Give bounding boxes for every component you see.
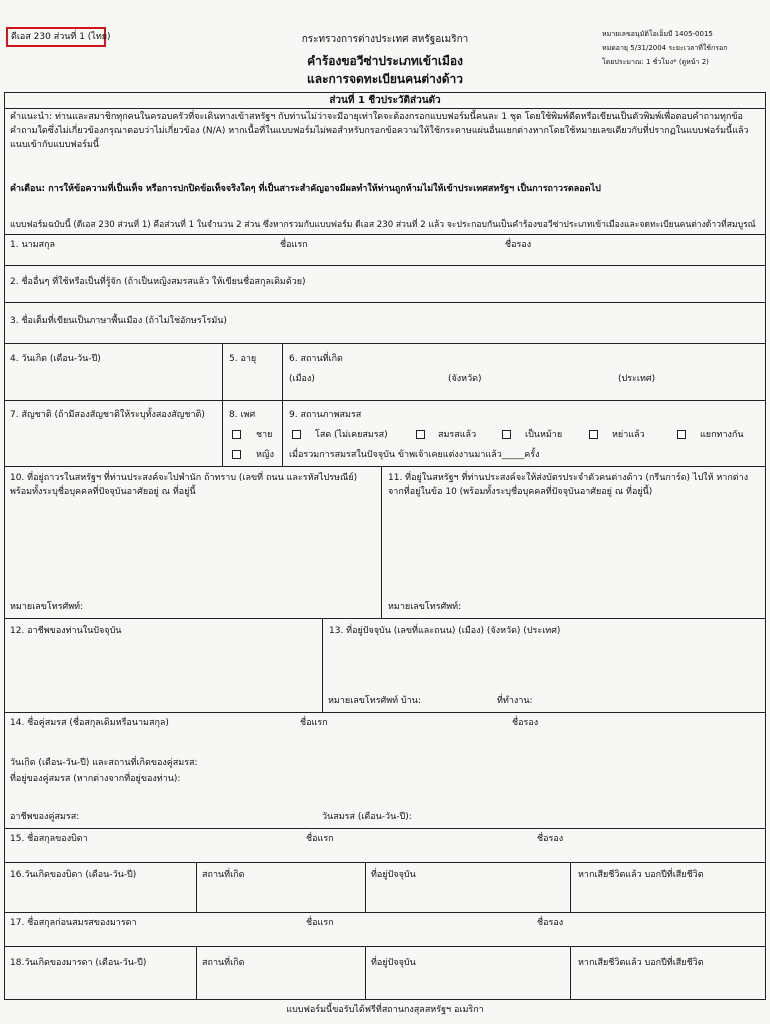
row-line [4,828,766,829]
field-6-city-label: (เมือง) [289,374,315,384]
field-16-deceased-label: หากเสียชีวิตแล้ว บอกปีที่เสียชีวิต [578,870,704,880]
field-17-mother-name-label: 17. ชื่อสกุลก่อนสมรสของมารดา [10,918,137,928]
field-14-middle-name-label: ชื่อรอง [512,718,539,728]
field-15-middle-name-label: ชื่อรอง [537,834,564,844]
male-label: ชาย [256,430,273,440]
field-16-current-address-label: ที่อยู่ปัจจุบัน [371,870,416,880]
warning-text: คำเตือน: การให้ข้อความที่เป็นเท็จ หรือการปกปิดข้อเท็จจริงใดๆ ที่เป็นสาระสำคัญอาจมีผลทำให้ท่านถูกห้ามไม่ให้เข้าประเทศสหรัฐฯ เป็นการถาวรตลอดไป [10,184,601,194]
separated-label: แยกทางกัน [700,430,744,440]
field-18-current-address-label: ที่อยู่ปัจจุบัน [371,958,416,968]
spouse-birth-label: วันเกิด (เดือน-วัน-ปี) และสถานที่เกิดของคู่สมรส: [10,758,198,768]
row-line [4,265,766,266]
row-line [4,234,766,235]
omb-number: หมายเลขอนุมัติโอเอ็มบี 1405-0015 [602,30,713,38]
field-13-work-phone-label: ที่ทำงาน: [497,696,533,706]
omb-expiry: หมดอายุ 5/31/2004 ระยะเวลาที่ใช้กรอก [602,44,728,52]
col-line [570,862,571,912]
field-6-country-label: (ประเทศ) [618,374,656,384]
col-line [196,862,197,912]
field-1-first-name-label: ชื่อแรก [280,240,308,250]
field-2-other-names-label: 2. ชื่ออื่นๆ ที่ใช้หรือเป็นที่รู้จัก (ถ้าเป็นหญิงสมรสแล้ว ให้เขียนชื่อสกุลเดิมด้วย) [10,277,306,287]
divorced-checkbox[interactable] [589,430,598,439]
field-13-current-address-label: 13. ที่อยู่ปัจจุบัน (เลขที่และถนน) (เมือง) (จังหวัด) (ประเทศ) [329,626,561,636]
row-line [4,618,766,619]
ministry-title: กระทรวงการต่างประเทศ สหรัฐอเมริกา [301,34,469,45]
row-line [4,712,766,713]
field-9-marital-status-label: 9. สถานภาพสมรส [289,410,362,420]
divorced-label: หย่าแล้ว [612,430,645,440]
field-18-deceased-label: หากเสียชีวิตแล้ว บอกปีที่เสียชีวิต [578,958,704,968]
widowed-checkbox[interactable] [502,430,511,439]
field-10-us-address-label: 10. ที่อยู่ถาวรในสหรัฐฯ ที่ท่านประสงค์จะไปพำนัก ถ้าทราบ (เลขที่ ถนน และรหัสไปรษณีย์) พร้อมทั้งระบุชื่อบุคคลที่ปัจจุบันอาศัยอยู่ ณ ที่อยู่นี้ [10,473,358,497]
marriage-date-label: วันสมรส (เดือน-วัน-ปี): [322,812,412,822]
section-title: ส่วนที่ 1 ชีวประวัติส่วนตัว [329,95,441,106]
field-14-first-name-label: ชื่อแรก [300,718,328,728]
male-checkbox[interactable] [232,430,241,439]
field-15-father-name-label: 15. ชื่อสกุลของบิดา [10,834,88,844]
field-5-age-label: 5. อายุ [229,354,257,364]
field-14-spouse-name-label: 14. ชื่อคู่สมรส (ชื่อสกุลเดิมหรือนามสกุล) [10,718,169,728]
col-line [322,618,323,712]
field-12-occupation-label: 12. อาชีพของท่านในปัจจุบัน [10,626,122,636]
omb-burden: โดยประมาณ: 1 ชั่วโมง* (ดูหน้า 2) [602,58,709,66]
widowed-label: เป็นหม้าย [525,430,563,440]
field-1-middle-name-label: ชื่อรอง [505,240,532,250]
section-divider [4,108,766,109]
field-4-birth-date-label: 4. วันเกิด (เดือน-วัน-ปี) [10,354,101,364]
row-line [4,862,766,863]
row-line [4,946,766,947]
field-11-green-card-address-label: 11. ที่อยู่ในสหรัฐฯ ที่ท่านประสงค์จะให้ส่งบัตรประจำตัวคนต่างด้าว (กรีนการ์ด) ไปให้ หากต่างจากที่อยู่ในข้อ 10 (พร้อมทั้งระบุชื่อบุคคลที่ปัจจุบันอาศัยอยู่ ณ ที่อยู่นี้) [388,473,749,497]
single-label: โสด (ไม่เคยสมรส) [315,430,388,440]
row-line [4,302,766,303]
form-note-text: แบบฟอร์มฉบับนี้ (ดีเอส 230 ส่วนที่ 1) คือส่วนที่ 1 ในจำนวน 2 ส่วน ซึ่งหากรวมกับแบบฟอร์ม ดีเอส 230 ส่วนที่ 2 แล้ว จะประกอบกันเป็นคำร้องขอวีซ่าประเภทเข้าเมืองและจดทะเบียนคนต่างด้าวที่สมบูรณ์ [10,220,756,230]
field-8-sex-label: 8. เพศ [229,410,256,420]
field-15-first-name-label: ชื่อแรก [306,834,334,844]
col-line [570,946,571,1000]
col-line [282,343,283,466]
field-7-nationality-label: 7. สัญชาติ (ถ้ามีสองสัญชาติให้ระบุทั้งสองสัญชาติ) [10,410,205,420]
single-checkbox[interactable] [292,430,301,439]
form-code-label: ดีเอส 230 ส่วนที่ 1 (ไทย) [6,27,106,47]
row-line [4,343,766,344]
separated-checkbox[interactable] [677,430,686,439]
spouse-address-label: ที่อยู่ของคู่สมรส (หากต่างจากที่อยู่ของท่าน): [10,774,181,784]
field-10-phone-label: หมายเลขโทรศัพท์: [10,602,84,612]
field-16-father-birth-label: 16.วันเกิดของบิดา (เดือน-วัน-ปี) [10,870,137,880]
row-line [4,466,766,467]
married-checkbox[interactable] [416,430,425,439]
field-6-province-label: (จังหวัด) [448,374,482,384]
spouse-occupation-label: อาชีพของคู่สมรส: [10,812,80,822]
field-17-middle-name-label: ชื่อรอง [537,918,564,928]
form-title-line1: คำร้องขอวีซ่าประเภทเข้าเมือง [307,54,463,68]
row-line [4,912,766,913]
footer-text: แบบฟอร์มนี้ขอรับได้ฟรีที่สถานกงสุลสหรัฐฯ อเมริกา [286,1005,484,1015]
col-line [196,946,197,1000]
col-line [365,862,366,912]
field-3-native-name-label: 3. ชื่อเต็มที่เขียนเป็นภาษาพื้นเมือง (ถ้าไม่ใช่อักษรโรมัน) [10,316,227,326]
col-line [222,343,223,466]
field-1-surname-label: 1. นามสกุล [10,240,56,250]
row-line [4,400,766,401]
field-6-birthplace-label: 6. สถานที่เกิด [289,354,343,364]
col-line [381,466,382,618]
married-label: สมรสแล้ว [438,430,477,440]
form-title-line2: และการจดทะเบียนคนต่างด้าว [306,72,463,86]
col-line [365,946,366,1000]
field-17-first-name-label: ชื่อแรก [306,918,334,928]
instructions-text: คำแนะนำ: ท่านและสมาชิกทุกคนในครอบครัวที่จะเดินทางเข้าสหรัฐฯ กับท่านไม่ว่าจะมีอายุเท่าใดจะต้องกรอกแบบฟอร์มนี้คนละ 1 ชุด โดยใช้พิมพ์ดีดหรือเขียนเป็นตัวพิมพ์เพื่อตอบคำถามทุกข้อ คำถามใดซึ่งไม่เกี่ยวข้องกรุณาตอบว่าไม่เกี่ยวข้อง (N/A) หากเนื้อที่ในแบบฟอร์มไม่พอสำหรับกรอกข้อความให้ใช้กระดาษแผ่นอื่นแยกต่างหากโดยใช้หมายเลขเดียวกับที่ปรากฏในแบบฟอร์มนี้แล้วแนบเข้ากับแบบฟอร์มนี้ [10,112,749,150]
field-18-birthplace-label: สถานที่เกิด [202,958,245,968]
field-16-birthplace-label: สถานที่เกิด [202,870,245,880]
field-11-phone-label: หมายเลขโทรศัพท์: [388,602,462,612]
female-label: หญิง [256,450,274,460]
female-checkbox[interactable] [232,450,241,459]
field-18-mother-birth-label: 18.วันเกิดของมารดา (เดือน-วัน-ปี) [10,958,147,968]
marriage-count-label: เมื่อรวมการสมรสในปัจจุบัน ข้าพเจ้าเคยแต่งงานมาแล้ว_____ครั้ง [289,450,540,460]
field-13-home-phone-label: หมายเลขโทรศัพท์ บ้าน: [328,696,421,706]
